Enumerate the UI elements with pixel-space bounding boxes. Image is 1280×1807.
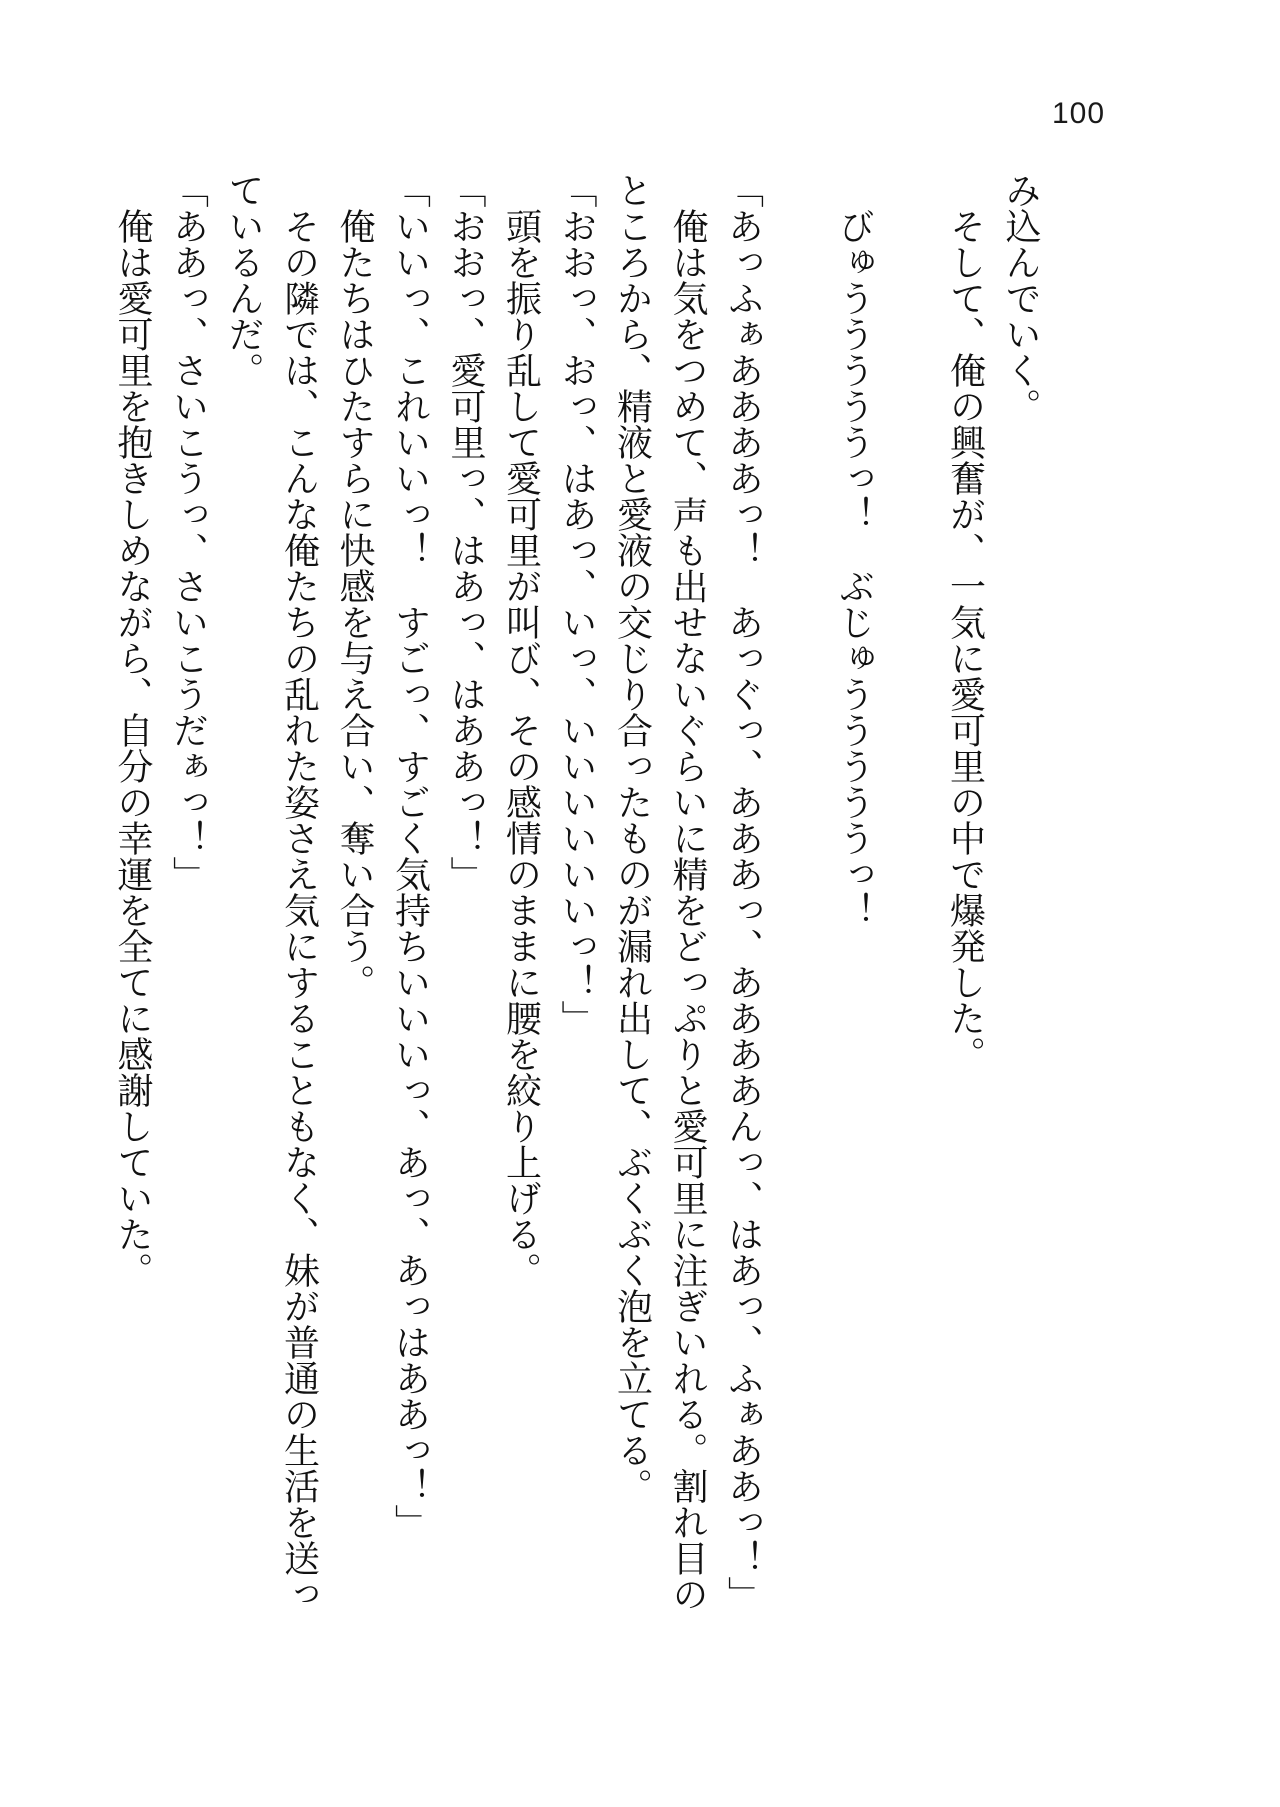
blank-line [771, 172, 827, 1672]
text-line: 俺は愛可里を抱きしめながら、自分の幸運を全てに感謝していた。 [112, 208, 153, 1288]
text-line: ているんだ。 [223, 172, 264, 388]
vertical-text-body [105, 172, 1049, 1672]
blank-line [882, 172, 938, 1672]
text-line: 俺は気をつめて、声も出せないぐらいに精をどっぷりと愛可里に注ぎいれる。割れ目の [667, 208, 708, 1612]
text-line: 「ああっ、さいこうっ、さいこうだぁっ！」 [167, 172, 209, 892]
text-line: そして、俺の興奮が、一気に愛可里の中で爆発した。 [944, 208, 986, 1072]
page-number: 100 [1052, 97, 1106, 130]
text-line: 頭を振り乱して愛可里が叫び、その感情のままに腰を絞り上げる。 [500, 208, 542, 1288]
text-line: 俺たちはひたすらに快感を与え合い、奪い合う。 [334, 208, 375, 1000]
text-line: びゅうううううっ！ ぶじゅうううううっ！ [833, 208, 875, 928]
text-line: 「おおっ、おっ、はあっ、いっ、いいいいいいっ！」 [556, 172, 597, 1036]
text-line: み込んでいく。 [1000, 172, 1041, 424]
text-line: 「おおっ、愛可里っ、はあっ、はああっ！」 [445, 172, 486, 892]
text-line: ところから、精液と愛液の交じり合ったものが漏れ出して、ぶくぶく泡を立てる。 [611, 172, 653, 1504]
text-line: 「いいっ、これいいっ！ すごっ、すごく気持ちいいいっ、あっ、あっはああっ！」 [389, 172, 431, 1540]
text-line: その隣では、こんな俺たちの乱れた姿さえ気にすることもなく、妹が普通の生活を送っ [278, 208, 320, 1612]
text-line: 「あっふぁああああっ！ あっぐっ、あああっ、ああああんっ、はあっ、ふぁああっ！」 [722, 172, 764, 1612]
